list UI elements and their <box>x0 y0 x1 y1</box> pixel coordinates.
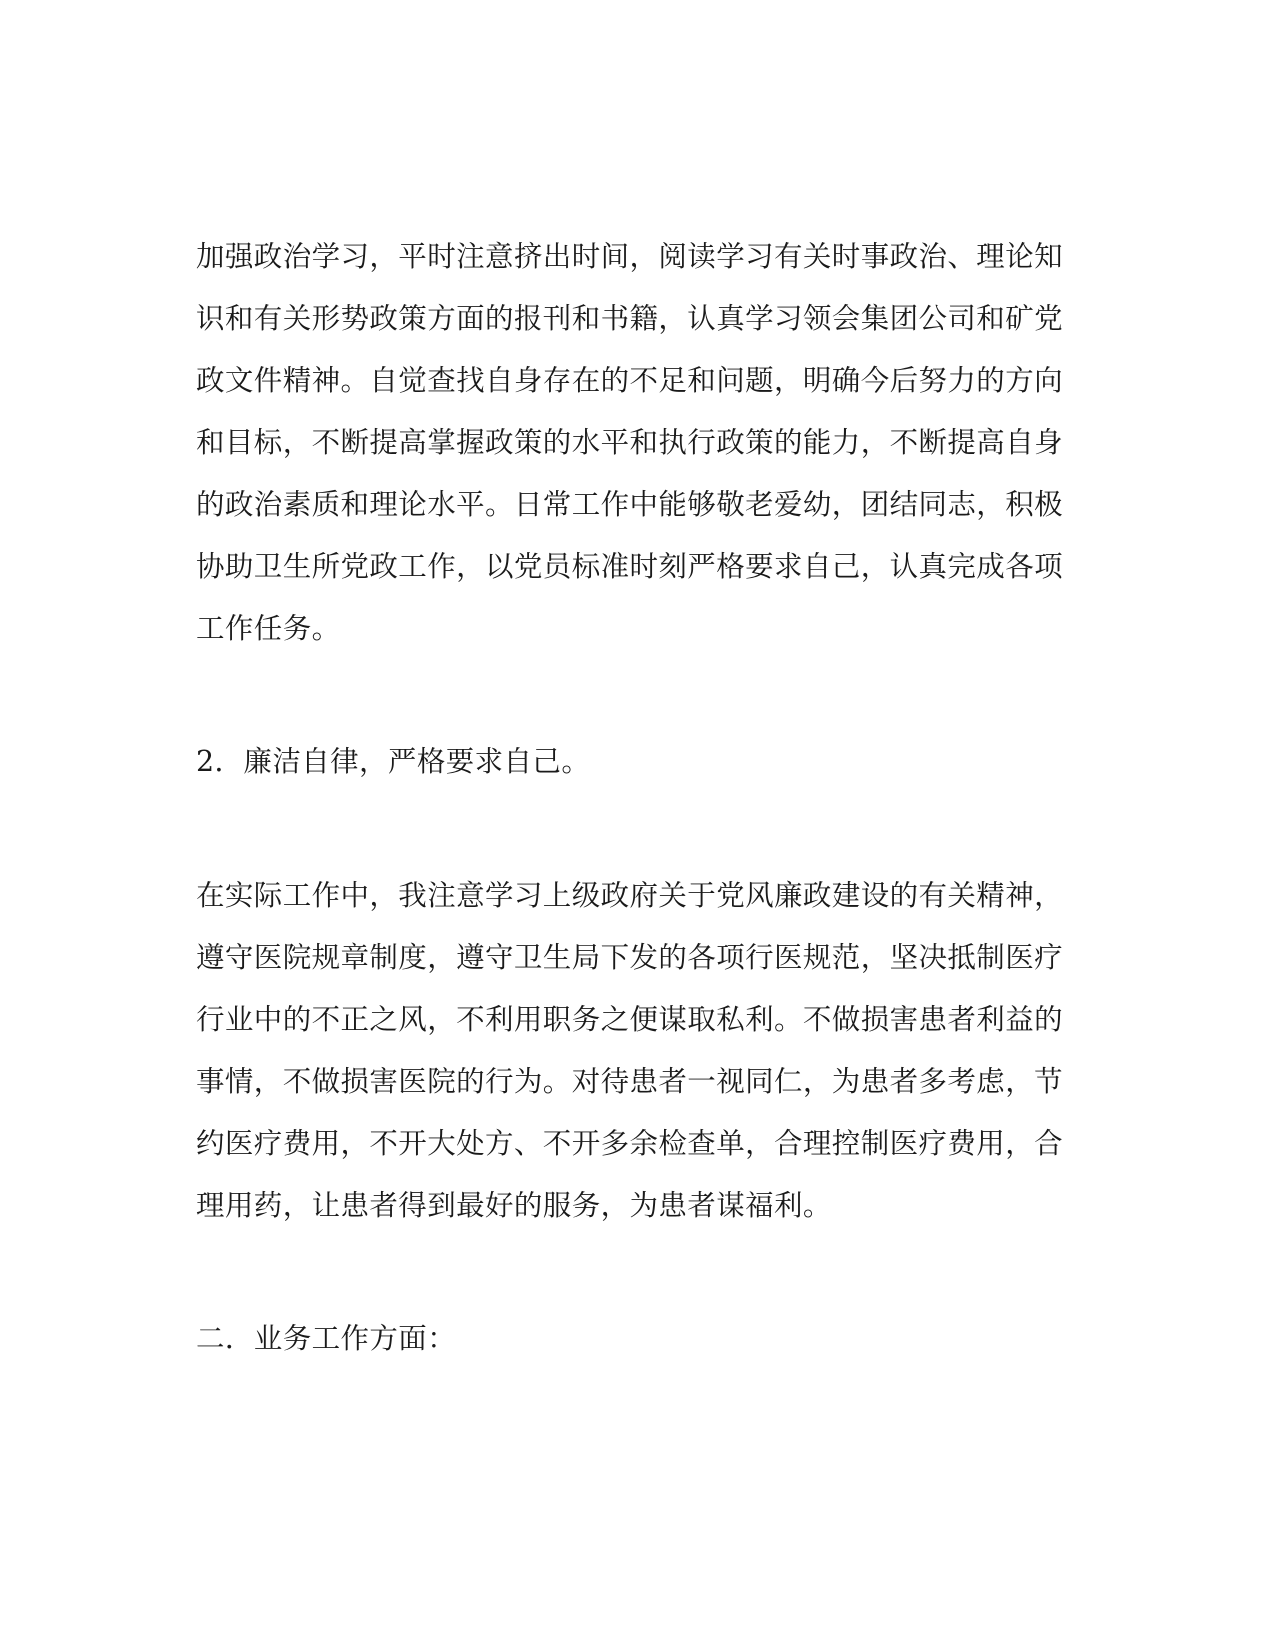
paragraph-2-line-2: 遵守医院规章制度，遵守卫生局下发的各项行医规范，坚决抵制医疗 <box>196 941 1064 974</box>
paragraph-1-line-2: 识和有关形势政策方面的报刊和书籍，认真学习领会集团公司和矿党 <box>196 302 1064 335</box>
paragraph-1-line-1: 加强政治学习，平时注意挤出时间，阅读学习有关时事政治、理论知 <box>196 240 1064 273</box>
paragraph-1-line-5: 的政治素质和理论水平。日常工作中能够敬老爱幼，团结同志，积极 <box>196 488 1064 521</box>
paragraph-2-line-4: 事情，不做损害医院的行为。对待患者一视同仁，为患者多考虑，节 <box>196 1065 1064 1098</box>
section-heading-2: 2．廉洁自律，严格要求自己。 <box>196 745 591 778</box>
paragraph-1-line-7: 工作任务。 <box>196 612 341 645</box>
paragraph-2-line-1: 在实际工作中，我注意学习上级政府关于党风廉政建设的有关精神， <box>196 879 1064 912</box>
paragraph-2-line-6: 理用药，让患者得到最好的服务，为患者谋福利。 <box>196 1189 832 1222</box>
paragraph-1-line-4: 和目标，不断提高掌握政策的水平和执行政策的能力，不断提高自身 <box>196 426 1064 459</box>
section-heading-3: 二．业务工作方面： <box>196 1322 457 1355</box>
paragraph-2-line-5: 约医疗费用，不开大处方、不开多余检查单，合理控制医疗费用，合 <box>196 1127 1064 1160</box>
paragraph-2-line-3: 行业中的不正之风，不利用职务之便谋取私利。不做损害患者利益的 <box>196 1003 1064 1036</box>
paragraph-1-line-3: 政文件精神。自觉查找自身存在的不足和问题，明确今后努力的方向 <box>196 364 1064 397</box>
paragraph-1-line-6: 协助卫生所党政工作，以党员标准时刻严格要求自己，认真完成各项 <box>196 550 1064 583</box>
